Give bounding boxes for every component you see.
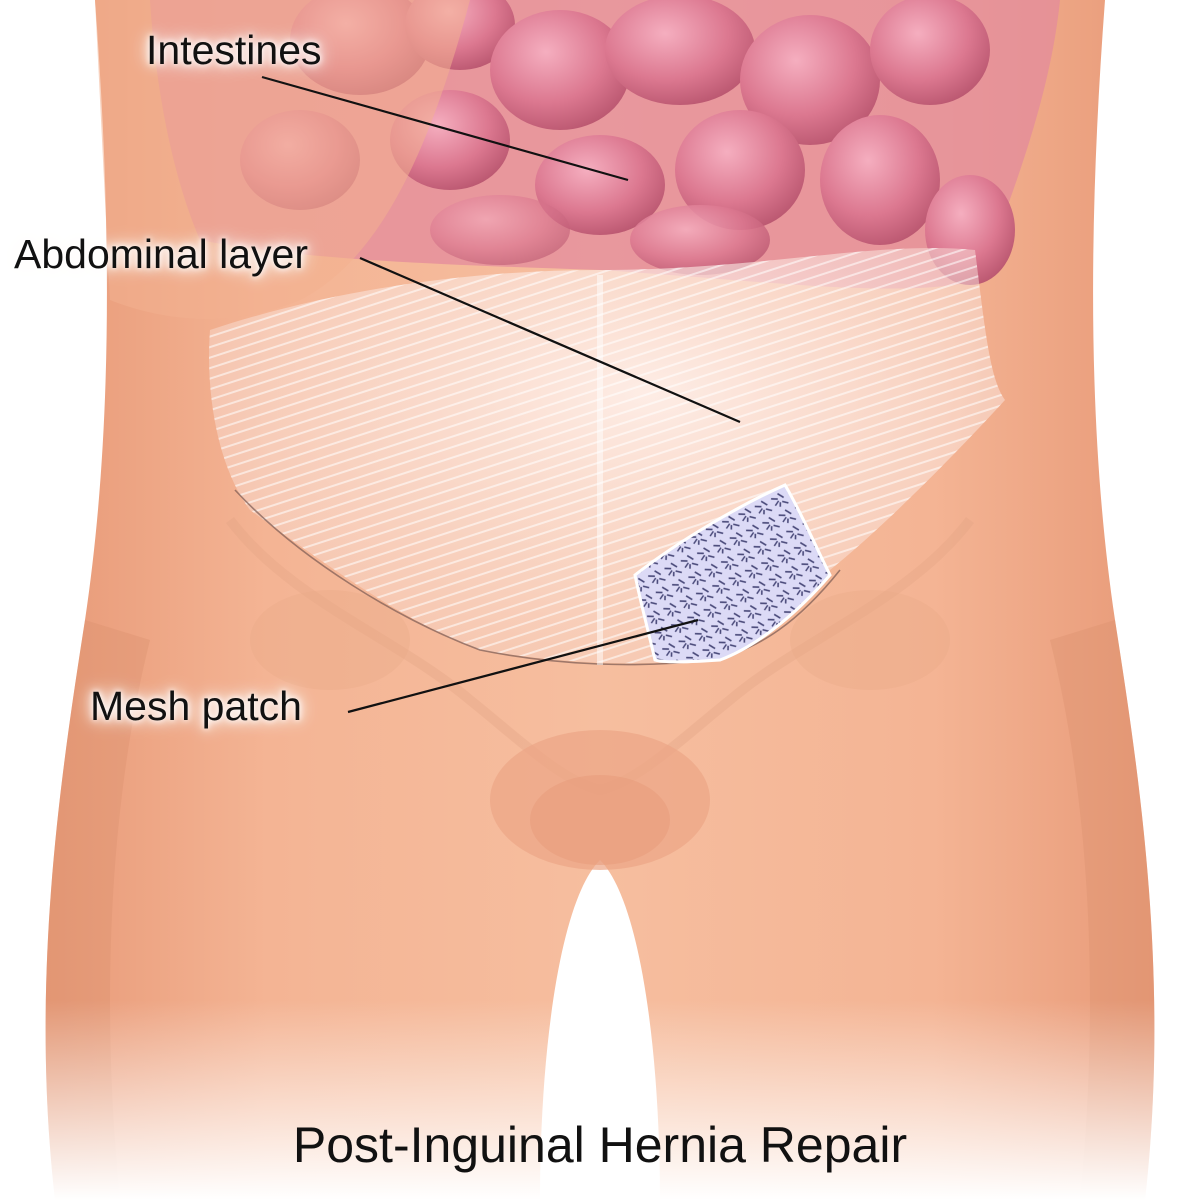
intestines-label: Intestines	[146, 27, 322, 73]
mesh-patch-label: Mesh patch	[90, 683, 302, 729]
abdominal-layer-label: Abdominal layer	[14, 231, 308, 277]
figure-title: Post-Inguinal Hernia Repair	[292, 1117, 908, 1173]
